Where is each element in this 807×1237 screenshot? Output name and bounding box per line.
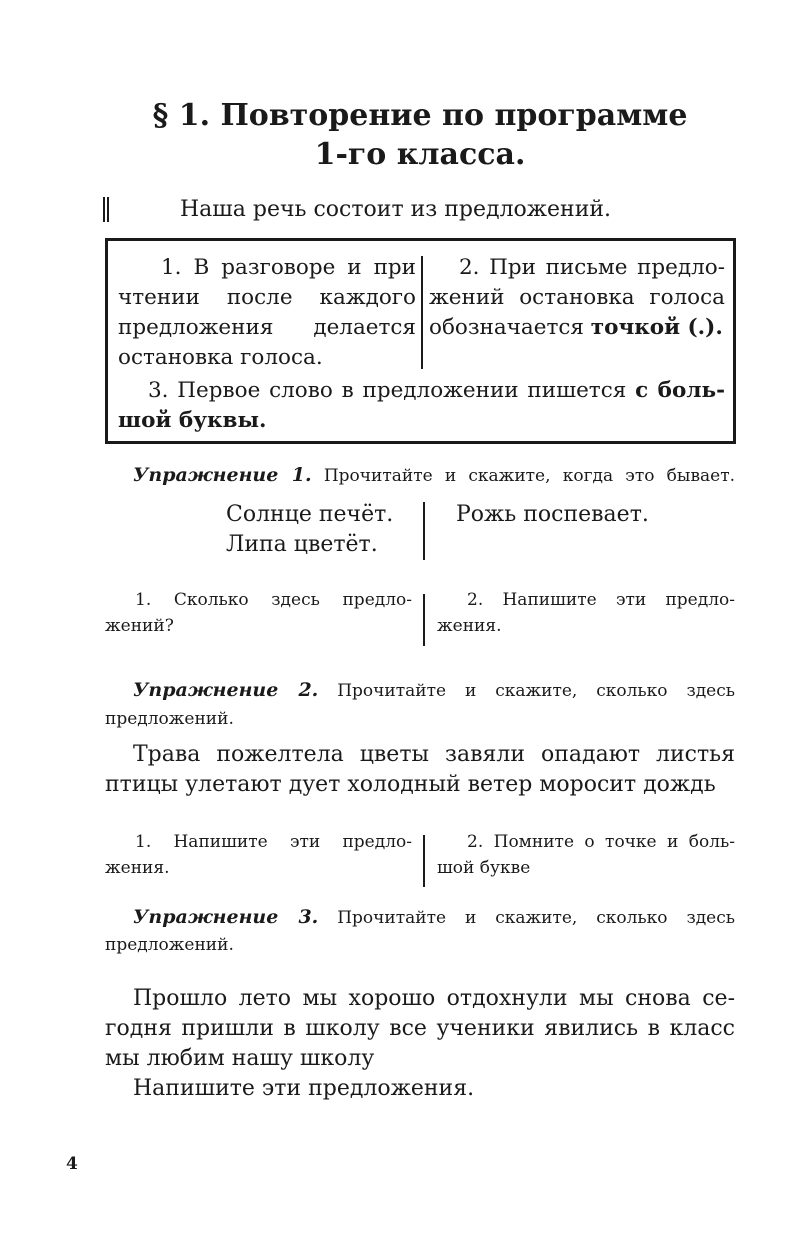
rule-3 [118,376,725,436]
rule-box [105,238,736,444]
exercise-3-title: Упражнение 3. [133,906,319,928]
rule-3-text: 3. Первое слово в предложении пишется [148,378,636,403]
section-heading [100,96,740,174]
text-line: мы любим нашу школу [105,1046,375,1071]
exercise-2-instruction-cont: предложений. [105,709,234,729]
exercise-2-task-2 [437,829,735,881]
task-line: жения. [437,616,502,636]
text-line: годня пришли в школу все ученики явились в класс [105,1016,735,1041]
poem-line: Рожь поспевает. [456,502,649,527]
exercise-2-task-divider [423,835,425,887]
exercise-3-instruction: Прочитайте и скажите, сколько здесь [337,908,736,928]
exercise-1-task-divider [423,594,425,646]
rule-1-line: предложения делается [118,315,416,340]
exercise-1-poem-divider [423,502,425,560]
exercise-1-instruction: Прочитайте и скажите, когда это бывает. [323,466,736,486]
rule-3-bold: с боль- [635,378,726,403]
intro-sentence: Наша речь состоит из предложений. [180,197,612,222]
task-line: жения. [105,858,170,878]
task-line: 1. Напишите эти предло- [135,832,412,852]
text-line: Прошло лето мы хорошо отдохнули мы снова се- [133,986,735,1011]
rule-2-text: обозначается [429,315,591,340]
exercise-1-task-1 [105,587,412,639]
task-line: шой букве [437,858,531,878]
exercise-2-title: Упражнение 2. [133,679,319,701]
text-line: Трава пожелтела цветы завяли опадают листья [133,742,735,767]
task-line: жений? [105,616,174,636]
exercise-1-task-2 [437,587,735,639]
rule-1-line: чтении после каждого [118,285,416,310]
exercise-3-text [105,984,735,1104]
section-heading-line1: § 1. Повторение по программе [152,98,688,133]
poem-line: Липа цветёт. [226,532,378,557]
rule-2-bold: точкой (.). [590,315,723,340]
rule-3-line [118,406,725,436]
exercise-3-instruction-cont: предложений. [105,935,234,955]
exercise-3-task: Напишите эти предложения. [133,1076,475,1101]
rule-3-line [118,376,725,406]
rule-marker-bars [103,197,109,222]
exercise-1-poem-left [226,500,393,560]
exercise-1-heading [105,462,735,489]
rule-1-line: 1. В разговоре и при [161,255,416,280]
exercise-2-heading [105,677,735,704]
rule-2-line [429,313,725,343]
rule-3-bold: шой буквы. [118,408,267,433]
poem-line: Солнце печёт. [226,502,394,527]
exercise-2-task-1 [105,829,412,881]
exercise-2-instruction: Прочитайте и скажите, сколько здесь [337,681,736,701]
page-number: 4 [66,1154,78,1174]
rule-2-line: 2. При письме предло- [459,255,725,280]
section-heading-line2: 1-го класса. [314,137,526,172]
task-line: 2. Помните о точке и боль- [467,832,735,852]
exercise-1-title: Упражнение 1. [133,464,312,486]
rule-2-line: жений остановка голоса [429,285,725,310]
exercise-3-heading [105,904,735,931]
rule-divider [421,256,423,369]
rule-1-line: остановка голоса. [118,345,323,370]
task-line: 2. Напишите эти предло- [467,590,735,610]
rule-1 [118,253,416,373]
task-line: 1. Сколько здесь предло- [135,590,412,610]
exercise-2-text [105,740,735,800]
text-line: птицы улетают дует холодный ветер моросит дождь [105,772,716,797]
exercise-1-poem-right [456,500,649,530]
rule-2 [429,253,725,343]
